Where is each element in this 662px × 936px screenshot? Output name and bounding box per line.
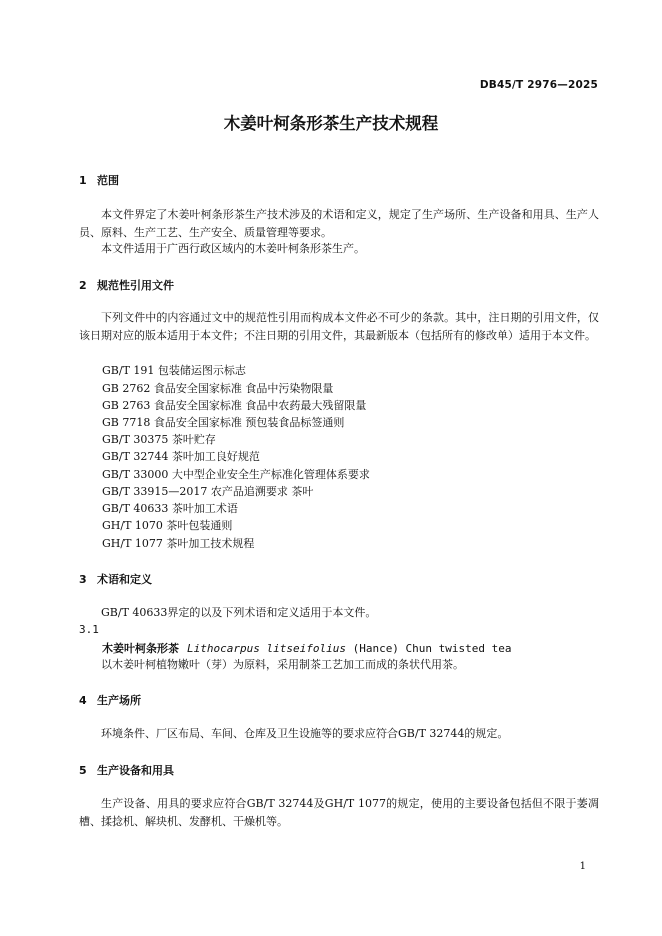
paragraph: 本文件适用于广西行政区域内的木姜叶柯条形茶生产。 <box>101 242 365 255</box>
section-title: 范围 <box>97 174 119 187</box>
reference-item: GB/T 191 包装储运图示标志 <box>102 364 246 377</box>
reference-item: GH/T 1077 茶叶加工技术规程 <box>102 537 255 550</box>
section-heading-3 <box>79 571 152 587</box>
section-heading-4 <box>79 692 141 708</box>
section-number: 4 <box>79 694 87 707</box>
reference-item: GB/T 30375 茶叶贮存 <box>102 433 216 446</box>
reference-item: GB/T 32744 茶叶加工良好规范 <box>102 450 260 463</box>
section-number: 1 <box>79 174 87 187</box>
term-name-zh: 木姜叶柯条形茶 <box>102 642 179 655</box>
term-number: 3.1 <box>79 623 99 636</box>
section-title: 规范性引用文件 <box>97 279 174 292</box>
reference-item: GB/T 40633 茶叶加工术语 <box>102 502 238 515</box>
term-name-en-rest: (Hance) Chun twisted tea <box>345 642 512 655</box>
section-heading-5 <box>79 762 174 778</box>
section-title: 术语和定义 <box>97 573 152 586</box>
reference-item: GB 7718 食品安全国家标准 预包装食品标签通则 <box>102 416 345 429</box>
standard-number: DB45/T 2976—2025 <box>479 79 598 91</box>
term-name-en-italic: Lithocarpus litseifolius <box>187 642 346 655</box>
document-title: 木姜叶柯条形茶生产技术规程 <box>223 114 439 133</box>
paragraph: 生产设备、用具的要求应符合GB/T 32744及GH/T 1077的规定，使用的主要设备包括但不限于萎凋槽、揉捻机、解块机、发酵机、干燥机等。 <box>79 797 599 828</box>
reference-item: GB 2763 食品安全国家标准 食品中农药最大残留限量 <box>102 399 367 412</box>
reference-item: GH/T 1070 茶叶包装通则 <box>102 519 233 532</box>
paragraph: GB/T 40633界定的以及下列术语和定义适用于本文件。 <box>101 606 377 619</box>
section-heading-2 <box>79 277 174 293</box>
reference-item: GB/T 33000 大中型企业安全生产标准化管理体系要求 <box>102 468 370 481</box>
section-number: 5 <box>79 764 87 777</box>
paragraph: 下列文件中的内容通过文中的规范性引用而构成本文件必不可少的条款。其中，注日期的引用文件，仅该日期对应的版本适用于本文件；不注日期的引用文件，其最新版本（包括所有的修改单）适用于本文件。 <box>79 311 599 342</box>
paragraph: 环境条件、厂区布局、车间、仓库及卫生设施等的要求应符合GB/T 32744的规定。 <box>101 727 509 740</box>
term-name-en <box>187 642 512 655</box>
section-title: 生产设备和用具 <box>97 764 174 777</box>
section-title: 生产场所 <box>97 694 141 707</box>
term-name <box>102 640 512 656</box>
reference-item: GB 2762 食品安全国家标准 食品中污染物限量 <box>102 382 334 395</box>
page-number: 1 <box>579 861 586 872</box>
paragraph: 本文件界定了木姜叶柯条形茶生产技术涉及的术语和定义，规定了生产场所、生产设备和用具、生产人员、原料、生产工艺、生产安全、质量管理等要求。 <box>79 208 599 239</box>
section-number: 3 <box>79 573 87 586</box>
section-number: 2 <box>79 279 87 292</box>
term-definition: 以木姜叶柯植物嫩叶（芽）为原料，采用制茶工艺加工而成的条状代用茶。 <box>101 658 464 671</box>
section-heading-1 <box>79 172 119 188</box>
reference-item: GB/T 33915—2017 农产品追溯要求 茶叶 <box>102 485 314 498</box>
